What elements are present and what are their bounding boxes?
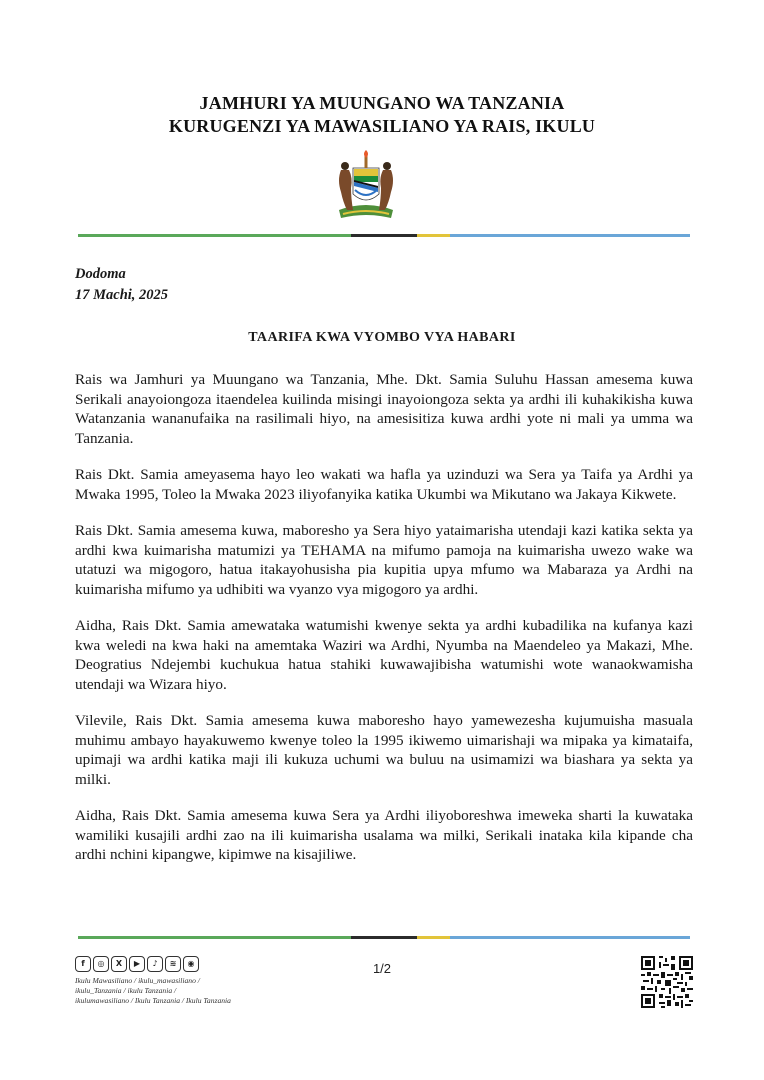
letterhead-line-1: JAMHURI YA MUUNGANO WA TANZANIA [199, 93, 565, 113]
document-title: TAARIFA KWA VYOMBO VYA HABARI [248, 330, 516, 345]
qr-code-icon [641, 956, 693, 1008]
page-number: 1/2 [372, 961, 392, 976]
handles-line-2: ikulu_Tanzania / ikulu Tanzania / [75, 986, 177, 995]
paragraph: Vilevile, Rais Dkt. Samia amesema kuwa maboresho hayo yamewezesha kujumuisha masuala muhimu ambayo hayakuwemo kwenye toleo la 1995 ikiwemo uimarishaji wa mipaka ya kimataifa, upimaji wa ardhi katika maji ili kukuza uchumi wa buluu na usimamizi wa biashara ya sekta ya milki. [75, 712, 693, 788]
tiktok-icon: ♪ [147, 956, 163, 972]
youtube-icon: ▶ [129, 956, 145, 972]
dateline-date: 17 Machi, 2025 [75, 287, 169, 303]
handles-line-3: ikulumawasiliano / Ikulu Tanzania / Ikulu Tanzania [75, 996, 231, 1005]
facebook-icon: f [75, 956, 91, 972]
social-handles [75, 976, 260, 1006]
dateline-place: Dodoma [75, 266, 126, 282]
x-icon: X [111, 956, 127, 972]
paragraph: Aidha, Rais Dkt. Samia amesema kuwa Sera ya Ardhi iliyoboreshwa imeweka sharti la kuwataka wamiliki kusajili ardhi zao na ili kuimarisha usalama wa milki, Serikali inataka kila kipande cha ardhi nchini kipangwe, kipimwe na kisajiliwe. [75, 807, 693, 863]
press-release-body [75, 370, 693, 882]
paragraph: Aidha, Rais Dkt. Samia amewataka watumishi kwenye sekta ya ardhi kubadilika na kufanya kazi kwa weledi na kwa haki na amemtaka Waziri wa Ardhi, Nyumba na Maendeleo ya Makazi, Mhe. Deogratius Ndejembi kuchukua hatua stahiki kuwawajibisha watumishi wote wanaokwamisha utendaji wa Wizara hiyo. [75, 617, 693, 693]
footer-divider [78, 936, 690, 939]
dateline [75, 264, 168, 306]
instagram-icon: ◎ [93, 956, 109, 972]
handles-line-1: Ikulu Mawasiliano / ikulu_mawasiliano / [75, 976, 200, 985]
paragraph: Rais wa Jamhuri ya Muungano wa Tanzania, Mhe. Dkt. Samia Suluhu Hassan amesema kuwa Serikali anayoiongoza itaendelea kuilinda misingi inayoiongoza sekta ya ardhi ili kuhakikisha kuwa Watanzania wananufaika na rasilimali hiyo, na amesisitiza kuwa ardhi yote ni mali ya umma wa Tanzania. [75, 371, 693, 447]
paragraph: Rais Dkt. Samia ameyasema hayo leo wakati wa hafla ya uzinduzi wa Sera ya Taifa ya Ardhi ya Mwaka 1995, Toleo la Mwaka 2023 iliyofanyika katika Ukumbi wa Mikutano wa Jakaya Kikwete. [75, 466, 693, 503]
letterhead-line-2: KURUGENZI YA MAWASILIANO YA RAIS, IKULU [168, 116, 596, 136]
paragraph: Rais Dkt. Samia amesema kuwa, maboresho ya Sera hiyo yataimarisha utendaji kazi katika sekta ya ardhi kwa kuimarisha matumizi ya TEHAMA na mifumo pamoja na kuimarisha uwezo wake wa utatuzi wa migogoro, hatua itakayohusisha pia kupitia upya mfumo wa Mabaraza ya Ardhi na kuimarisha mifumo ya udhibiti wa vyanzo vya migogoro ya ardhi. [75, 522, 693, 598]
header-divider [78, 234, 690, 237]
podcast-icon: ◉ [183, 956, 199, 972]
spotify-icon: ≋ [165, 956, 181, 972]
letterhead [0, 92, 764, 138]
coat-of-arms-icon [333, 150, 399, 222]
